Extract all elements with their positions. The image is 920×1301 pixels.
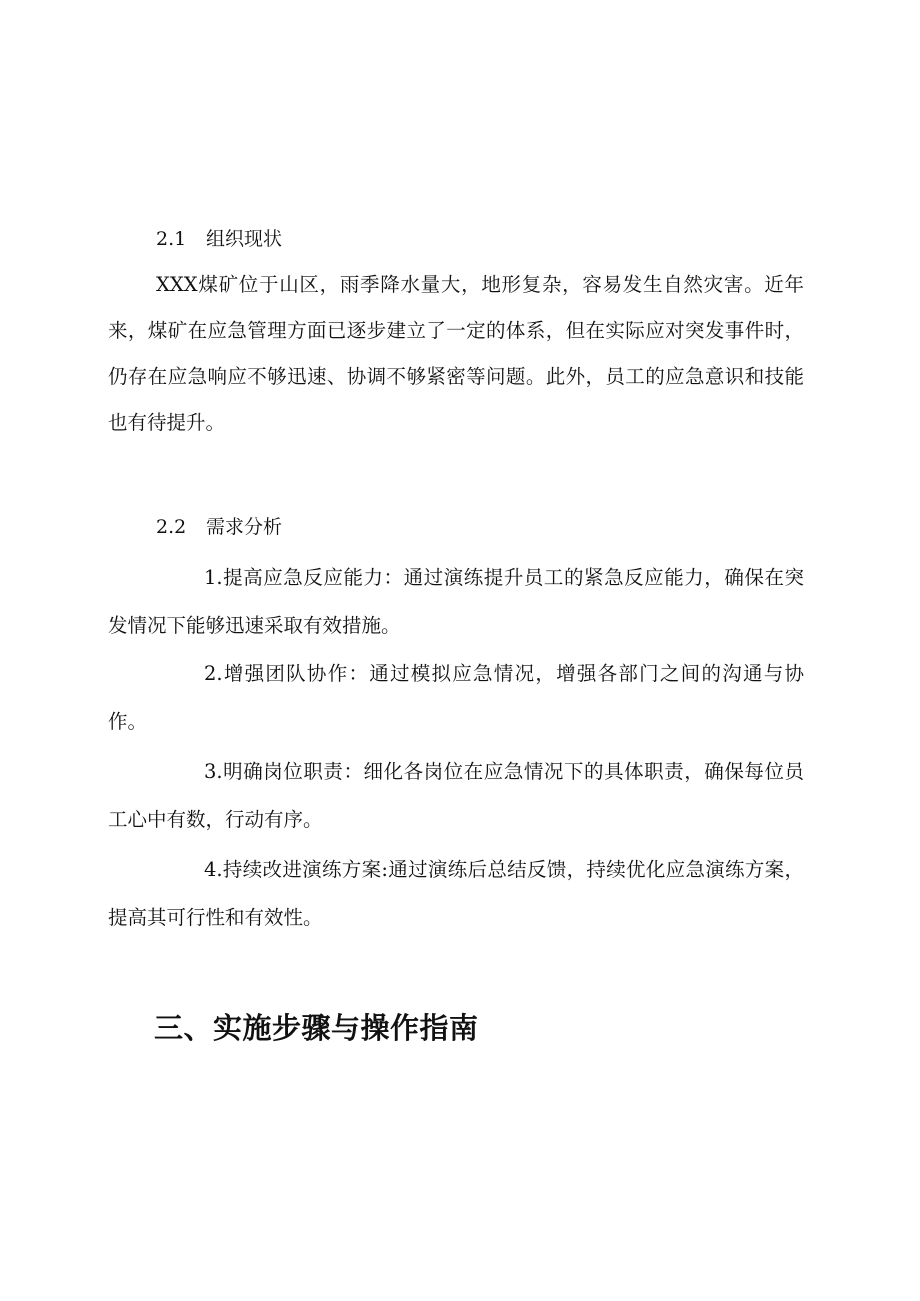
list-item-text: .持续改进演练方案:通过演练后总结反馈，持续优化应急演练方案，提高其可行性和有效性。 <box>108 858 804 929</box>
chapter-heading-3: 三、实施步骤与操作指南 <box>154 1011 479 1045</box>
list-item-index: 4 <box>204 858 217 881</box>
section-title: 组织现状 <box>206 228 283 250</box>
section-number: 2.1 <box>156 228 187 250</box>
list-item <box>108 650 804 746</box>
list-item-text: .提高应急反应能力：通过演练提升员工的紧急反应能力，确保在突发情况下能够迅速采取有效措施。 <box>108 566 804 637</box>
list-item-index: 3 <box>204 760 217 783</box>
list-item <box>108 846 804 942</box>
section-heading-2-2 <box>156 514 282 540</box>
list-item-index: 2 <box>204 662 217 685</box>
section-number: 2.2 <box>156 516 187 538</box>
list-item <box>108 554 804 650</box>
section-heading-2-1 <box>156 226 282 252</box>
section-title: 需求分析 <box>206 516 283 538</box>
list-item-index: 1 <box>204 566 217 589</box>
list-item <box>108 748 804 844</box>
section-2-1-paragraph: XXX煤矿位于山区，雨季降水量大，地形复杂，容易发生自然灾害。近年来，煤矿在应急管理方面已逐步建立了一定的体系，但在实际应对突发事件时，仍存在应急响应不够迅速、协调不够紧密等问题。此外，员工的应急意识和技能也有待提升。 <box>108 273 804 434</box>
list-item-text: .增强团队协作：通过模拟应急情况，增强各部门之间的沟通与协作。 <box>108 662 804 733</box>
list-item-text: .明确岗位职责：细化各岗位在应急情况下的具体职责，确保每位员工心中有数，行动有序。 <box>108 760 804 831</box>
